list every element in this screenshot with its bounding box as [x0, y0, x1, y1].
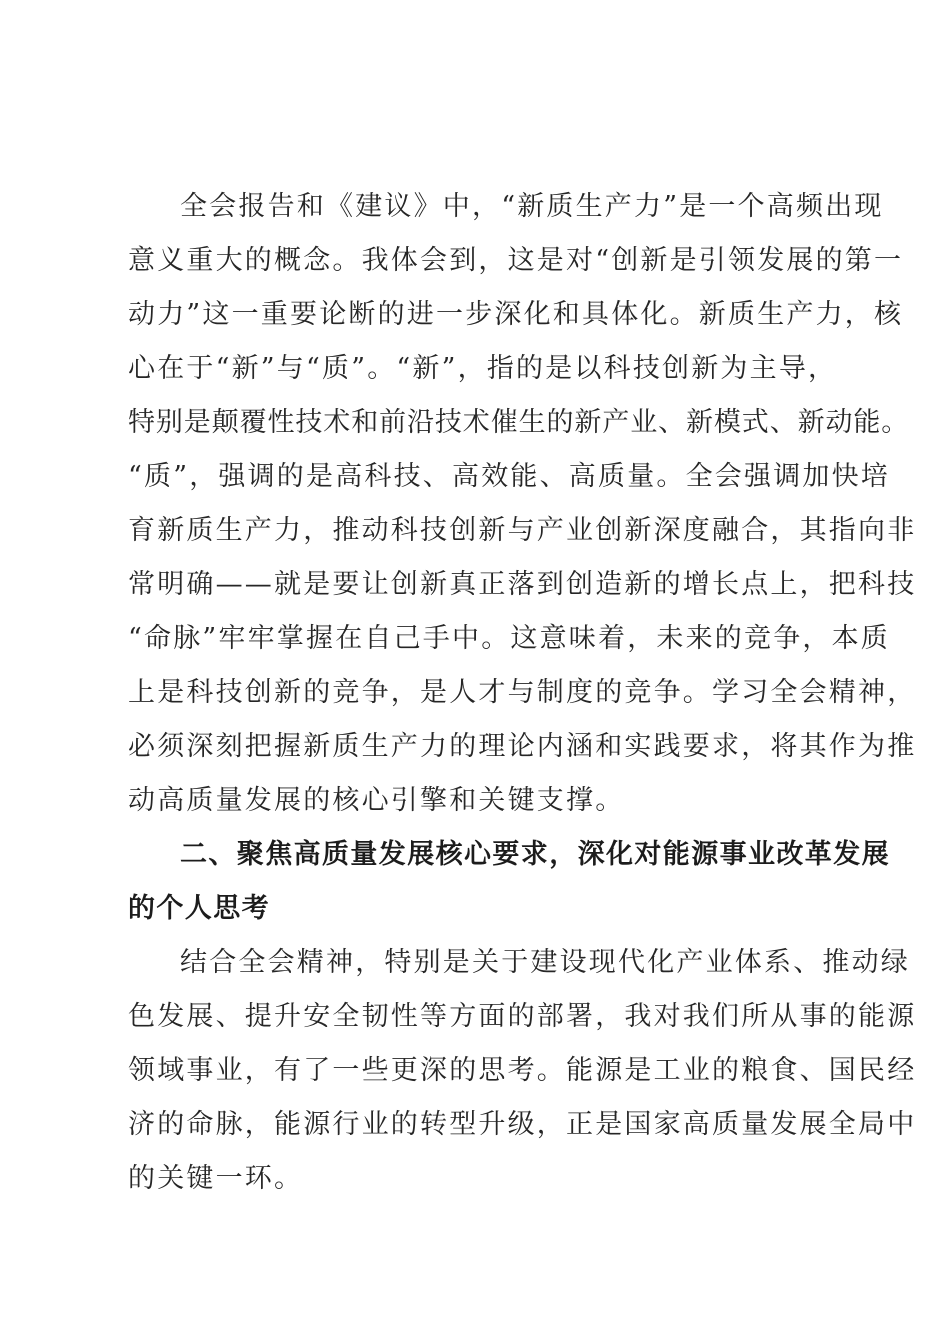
document-body	[128, 180, 917, 1206]
heading-line: 二、聚焦高质量发展核心要求，深化对能源事业改革发展	[180, 839, 890, 870]
paragraph-energy-reflection	[128, 936, 917, 1206]
paragraph-line: “质”，强调的是高科技、高效能、高质量。全会强调加快培	[128, 461, 891, 492]
section-heading-2	[128, 828, 890, 936]
paragraph-line: 常明确——就是要让创新真正落到创造新的增长点上，把科技	[128, 569, 917, 600]
paragraph-new-quality-productivity	[128, 180, 917, 828]
paragraph-line: 必须深刻把握新质生产力的理论内涵和实践要求，将其作为推	[128, 731, 917, 762]
paragraph-line: 结合全会精神，特别是关于建设现代化产业体系、推动绿	[180, 947, 910, 978]
paragraph-line: 动高质量发展的核心引擎和关键支撑。	[128, 785, 625, 816]
paragraph-line: 意义重大的概念。我体会到，这是对“创新是引领发展的第一	[128, 245, 904, 276]
heading-line: 的个人思考	[128, 893, 270, 924]
paragraph-line: 育新质生产力，推动科技创新与产业创新深度融合，其指向非	[128, 515, 917, 546]
paragraph-line: 色发展、提升安全韧性等方面的部署，我对我们所从事的能源	[128, 1001, 917, 1032]
paragraph-line: 济的命脉，能源行业的转型升级，正是国家高质量发展全局中	[128, 1109, 917, 1140]
paragraph-line: 动力”这一重要论断的进一步深化和具体化。新质生产力，核	[128, 299, 904, 330]
paragraph-line: 上是科技创新的竞争，是人才与制度的竞争。学习全会精神，	[128, 677, 917, 708]
paragraph-line: 的关键一环。	[128, 1163, 304, 1194]
paragraph-line: 心在于“新”与“质”。“新”，指的是以科技创新为主导，	[128, 353, 838, 384]
paragraph-line: 领域事业，有了一些更深的思考。能源是工业的粮食、国民经	[128, 1055, 917, 1086]
paragraph-line: “命脉”牢牢掌握在自己手中。这意味着，未来的竞争，本质	[128, 623, 891, 654]
paragraph-line: 全会报告和《建议》中，“新质生产力”是一个高频出现	[180, 191, 884, 222]
paragraph-line: 特别是颠覆性技术和前沿技术催生的新产业、新模式、新动能。	[128, 407, 910, 438]
